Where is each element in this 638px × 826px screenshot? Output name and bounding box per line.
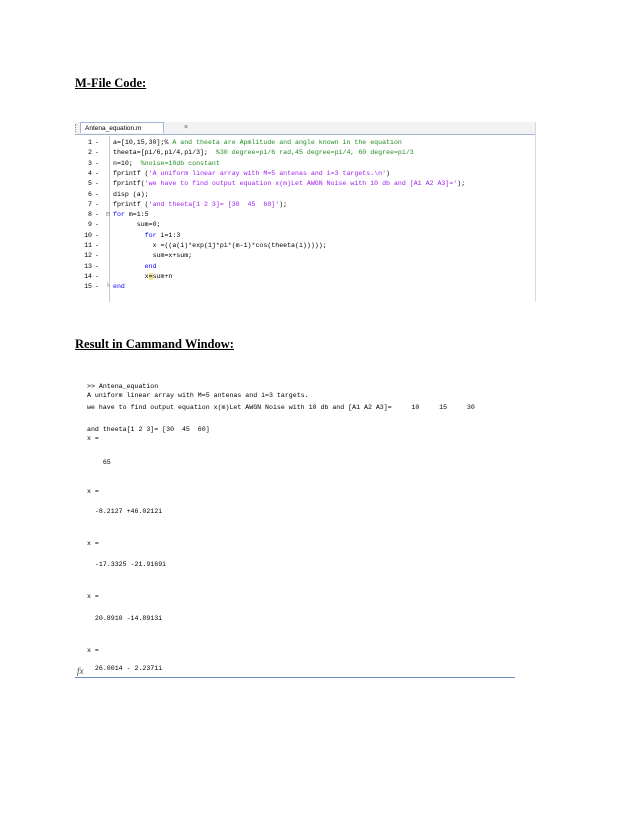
code-text[interactable]	[113, 241, 327, 251]
code-token	[113, 232, 145, 239]
code-token: fprintf (	[113, 200, 149, 208]
code-token	[113, 263, 145, 270]
code-keyword: end	[113, 283, 125, 291]
command-output-line: x =	[87, 540, 99, 547]
line-number: 10	[84, 231, 92, 239]
mfile-code-heading: M-File Code:	[75, 76, 147, 90]
command-output-line: A uniform linear array with M=5 antenas and i=3 targets.	[87, 392, 309, 399]
code-token: m=1:5	[124, 211, 149, 219]
code-token: );	[457, 180, 466, 188]
code-string: 'we have to find output equation x(m)Let AWGN Noise with 10 db and [A1 A2 A3]='	[144, 180, 458, 188]
breakpoint-marker[interactable]: -	[95, 159, 99, 167]
breakpoint-marker[interactable]: -	[95, 272, 99, 280]
code-text[interactable]	[113, 200, 287, 210]
line-number: 4	[88, 169, 92, 177]
code-text[interactable]	[113, 179, 465, 189]
fx-prompt-icon[interactable]: fx	[77, 666, 84, 676]
breakpoint-marker[interactable]: -	[95, 169, 99, 177]
command-output-line: x =	[87, 593, 99, 600]
line-number: 9	[88, 221, 92, 229]
line-number: 13	[84, 262, 92, 270]
code-text[interactable]	[113, 210, 149, 220]
code-token: sum=x+sum;	[113, 252, 193, 260]
breakpoint-marker[interactable]: -	[95, 231, 99, 239]
breakpoint-marker[interactable]: -	[95, 262, 99, 270]
code-text[interactable]	[113, 220, 160, 230]
breakpoint-marker[interactable]: -	[95, 252, 99, 260]
code-text[interactable]	[113, 262, 157, 272]
breakpoint-marker[interactable]: -	[95, 190, 99, 198]
command-output-line: x =	[87, 435, 99, 442]
line-number: 3	[88, 159, 92, 167]
code-token: n=10;	[113, 159, 141, 167]
code-token: x	[113, 272, 149, 280]
code-token: i=1:3	[156, 231, 181, 239]
code-text[interactable]	[113, 231, 180, 241]
code-keyword: for	[113, 211, 125, 219]
breakpoint-marker[interactable]: -	[95, 200, 99, 208]
code-text[interactable]	[113, 159, 220, 169]
line-number: 14	[84, 272, 92, 280]
breakpoint-marker[interactable]: -	[95, 221, 99, 229]
code-fold-icon[interactable]: ⊟	[106, 211, 110, 219]
breakpoint-marker[interactable]: -	[95, 283, 99, 291]
code-editor-panel[interactable]	[75, 122, 536, 302]
code-token: sum+n	[152, 272, 173, 280]
breakpoint-marker[interactable]: -	[95, 139, 99, 146]
code-token: disp (a);	[113, 190, 149, 198]
code-text[interactable]	[113, 148, 414, 158]
code-token: theeta=[pi/6,pi/4,pi/3];	[113, 149, 216, 157]
code-comment: %noise=10db constant	[140, 159, 220, 167]
line-number: 12	[84, 252, 92, 260]
code-highlight: =	[148, 272, 153, 280]
code-keyword: for	[144, 231, 157, 239]
line-number: 6	[88, 190, 92, 198]
code-token: x =((a(i)*exp(1j*pi*(m-1)*cos(theeta(i)))));	[113, 242, 327, 249]
command-output-line: we have to find output equation x(m)Let AWGN Noise with 10 db and [A1 A2 A3]= 10 15 30	[87, 404, 475, 411]
code-token: fprintf (	[113, 169, 149, 177]
code-token: sum=0;	[113, 221, 161, 229]
command-output-line: >> Antena_equation	[87, 383, 159, 390]
command-window-heading: Result in Cammand Window:	[75, 337, 234, 351]
code-text[interactable]	[113, 138, 402, 148]
code-string: 'A uniform linear array with M=5 antenas and i=3 targets.\n'	[148, 169, 387, 177]
command-output-line: x =	[87, 647, 99, 654]
line-number: 5	[88, 180, 92, 188]
code-token: fprintf(	[113, 180, 145, 188]
command-input-line[interactable]	[75, 677, 515, 678]
breakpoint-marker[interactable]: -	[95, 149, 99, 157]
line-number: 11	[84, 242, 92, 249]
command-output-line: -8.2127 +46.0212i	[87, 508, 163, 515]
tab-grip-handle[interactable]	[75, 124, 79, 132]
tab-antena-equation[interactable]: Antena_equation.m	[80, 122, 164, 133]
code-text[interactable]	[113, 272, 172, 282]
tab-close-icon[interactable]: ×	[184, 124, 189, 131]
command-output-line: 20.8910 -14.8913i	[87, 615, 163, 622]
code-keyword: end	[144, 262, 157, 270]
code-string: 'and theeta[1 2 3]= [30 45 60]'	[148, 200, 280, 208]
line-number: 15	[84, 283, 92, 291]
line-number: 2	[88, 149, 92, 157]
editor-tab-strip	[75, 122, 535, 135]
code-comment: %30 degree=pi/6 rad,45 degree=pi/4, 60 degree=pi/3	[215, 149, 414, 157]
command-output-line: -17.3325 -21.9169i	[87, 561, 167, 568]
command-output-line: and theeta[1 2 3]= [30 45 60]	[87, 426, 210, 433]
code-fold-icon[interactable]: └	[106, 283, 110, 291]
code-text[interactable]	[113, 282, 125, 292]
code-token: )	[386, 169, 391, 177]
command-output-line: x =	[87, 488, 99, 495]
code-text[interactable]	[113, 251, 192, 261]
command-output-line: 65	[87, 459, 111, 466]
command-output-line: 26.0014 - 2.2371i	[87, 665, 163, 672]
line-number: 1	[88, 139, 92, 146]
breakpoint-marker[interactable]: -	[95, 180, 99, 188]
code-comment: A and theeta are Apmlitude and angle known in the equation	[172, 139, 402, 146]
code-token: a=[10,15,30];%	[113, 139, 173, 146]
command-window[interactable]	[75, 376, 515, 678]
breakpoint-marker[interactable]: -	[95, 242, 99, 249]
line-number: 7	[88, 200, 92, 208]
breakpoint-marker[interactable]: -	[95, 211, 99, 219]
code-text[interactable]	[113, 190, 149, 200]
line-number: 8	[88, 211, 92, 219]
code-text[interactable]	[113, 169, 390, 179]
code-token: );	[279, 200, 288, 208]
